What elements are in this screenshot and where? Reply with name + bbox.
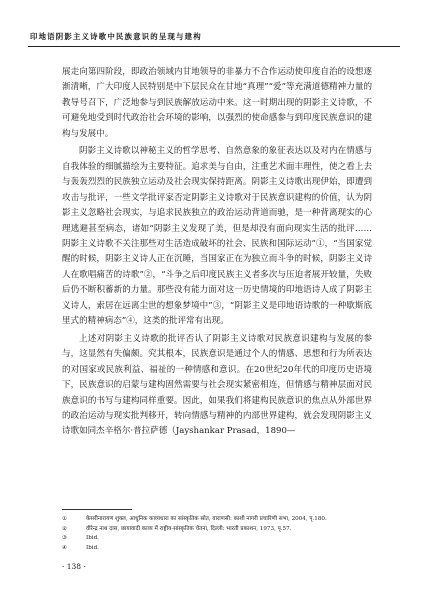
footnote-text: Ibid. [86, 544, 99, 551]
footnotes [62, 515, 382, 553]
header-rule [28, 46, 400, 47]
footnote-number: ④ [62, 544, 68, 551]
footnote [62, 544, 382, 554]
paragraph: 展走向第四阶段，即政治领域内甘地领导的非暴力不合作运动使印度自治的设想逐渐清晰，广大印度人民特别是中下层民众在甘地“真理”“爱”等充满道德精神力量的教导号召下，广泛地参与到民族解放运动中来。这一时期出现的阴影主义诗歌，不可避免地受到时代政治社会环境的影响，以强烈的使命感参与到印度民族意识的建构与发展中。 [62, 67, 372, 139]
footnote [62, 534, 382, 544]
body-text [62, 65, 372, 440]
page-number: · 138 · [62, 562, 86, 571]
footnote-text: Ibid. [86, 535, 99, 542]
footnote [62, 515, 382, 525]
running-head: 印地语阴影主义诗歌中民族意识的呈现与建构 [30, 32, 202, 41]
footnote-number: ① [62, 516, 68, 522]
paragraph: 阴影主义诗歌以神秘主义的哲学思考、自然意象的象征表达以及对内在情感与自我体验的细腻描绘为主要特征。追求美与自由，注重艺术面丰理性，使之看上去与轰轰烈烈的民族独立运动及社会现实保持距离。阴影主义诗歌出现伊始，即遭到攻击与批评，一些文学批评家否定阴影主义诗歌对于民族意识建构的价值，认为阴影主义忽略社会现实，与追求民族独立的政治运动背道而驰，是一种背离现实的心理逃避甚至病态，诸如“阴影主义发现了美，但是却没有面向现实生活的批评……阴影主义诗歌不关注那些对生活造成破坏的社会、民族和国际运动”①，“当国家觉醒的时候，阴影主义诗人正在沉睡，当国家正在为独立而斗争的时候，阴影主义诗人在歌唱痛苦的诗歌”②，“斗争之后印度民族主义者多次与压迫者展开较量，失败后仍不断积蓄新的力量。那些没有能力面对这一历史情境的印地语诗人成了阴影主义诗人，索居在远离尘世的想象梦境中”③，“阴影主义是印地语诗歌的一种歇斯底里式的精神病态”④，这类的批评常有出现。 [62, 146, 372, 327]
footnote-text: वीरेन्द्र नाथ दास, छायावादी काव्य में राष्ट्रीय-सांस्कृतिक चेतना, दिल्ली: भारती प्रकाशन, 1973, पृ.57. [86, 525, 292, 532]
footnote-number: ③ [62, 535, 68, 542]
footnote-text: केसरीनारायण शुक्ल, आधुनिक काव्यधारा का सांस्कृतिक स्रोत, वाराणसी: काशी नागरी प्रचारिणी सभा, 2004, पृ.180. [86, 516, 327, 522]
footnote [62, 525, 382, 535]
footnote-number: ② [62, 525, 68, 532]
footnote-rule [62, 509, 132, 510]
paragraph: 上述对阴影主义诗歌的批评否认了阴影主义诗歌对民族意识建构与发展的参与，这显然有失偏颇。究其根本，民族意识是通过个人的情感、思想和行为所表达的对国家或民族利益、福祉的一种情感和意识。在20世纪20年代的印度历史语境下，民族意识的启蒙与建构固然需要与社会现实紧密相连，但情感与精神层面对民族意识的书写与建构同样重要。因此，如果我们将建构民族意识的焦点从外部世界的政治运动与现实批判移开，转向情感与精神的内部世界建构，就会发现阴影主义诗歌如同杰辛格尔·普拉萨德（Jayshankar Prasad，1890— [62, 333, 372, 437]
